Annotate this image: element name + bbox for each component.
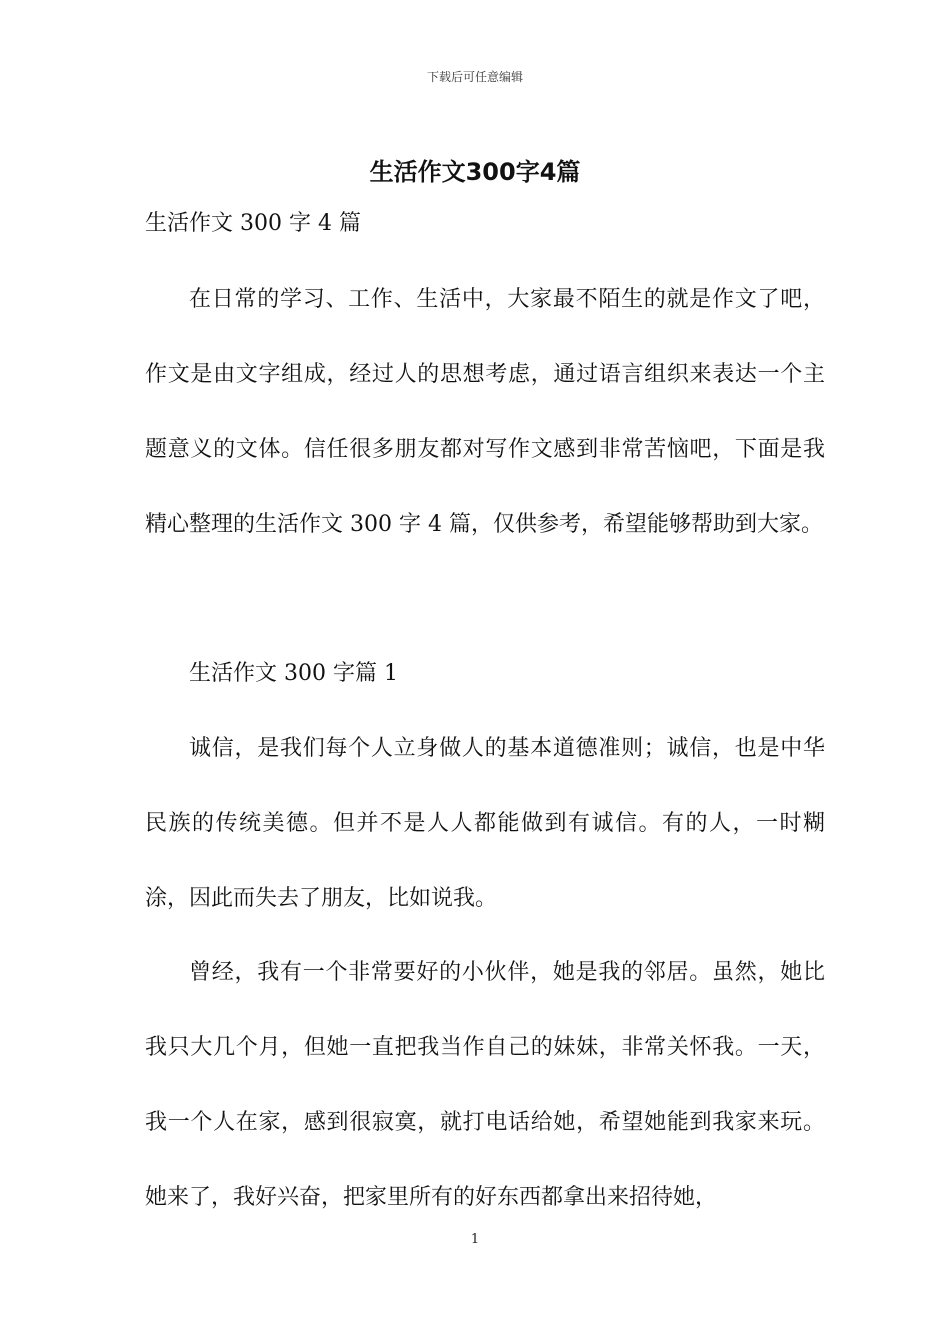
section-heading: 生活作文 300 字篇 1: [189, 661, 398, 686]
document-subtitle: 生活作文 300 字 4 篇: [145, 211, 361, 236]
body-paragraph: 曾经，我有一个非常要好的小伙伴，她是我的邻居。虽然，她比我只大几个月，但她一直把我当作自己的妹妹，非常关怀我。一天，我一个人在家，感到很寂寞，就打电话给她，希望她能到我家来玩。她来了，我好兴奋，把家里所有的好东西都拿出来招待她，: [145, 960, 825, 1210]
document-title: 生活作文300字4篇: [369, 158, 581, 186]
page-number: 1: [470, 1232, 480, 1247]
intro-paragraph: 在日常的学习、工作、生活中，大家最不陌生的就是作文了吧，作文是由文字组成，经过人的思想考虑，通过语言组织来表达一个主题意义的文体。信任很多朋友都对写作文感到非常苦恼吧，下面是我精心整理的生活作文 300 字 4 篇，仅供参考，希望能够帮助到大家。: [145, 287, 825, 537]
header-note: 下载后可任意编辑: [426, 70, 523, 84]
section-heading-block: [145, 636, 825, 711]
body-paragraph: 诚信，是我们每个人立身做人的基本道德准则；诚信，也是中华民族的传统美德。但并不是人人都能做到有诚信。有的人，一时糊涂，因此而失去了朋友，比如说我。: [145, 736, 825, 911]
paragraph-block-2: [145, 711, 825, 936]
intro-paragraph-block: [145, 262, 825, 562]
paragraph-block-3: [145, 935, 825, 1235]
